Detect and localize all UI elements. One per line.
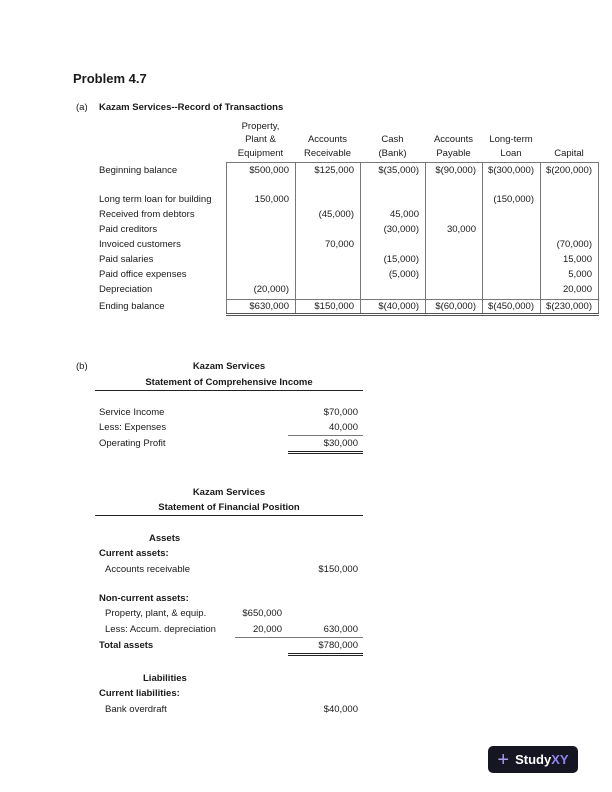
ending-balance-cell: $(450,000)	[488, 301, 534, 312]
transaction-row-label: Paid creditors	[99, 224, 158, 235]
column-header: Plant &	[245, 134, 276, 145]
bank-overdraft-value: $40,000	[323, 704, 358, 715]
column-header: Capital	[554, 147, 584, 159]
transaction-row-cell: (45,000)	[318, 209, 354, 220]
total-assets-value: $780,000	[318, 640, 358, 651]
position-statement-title: Statement of Financial Position	[158, 502, 300, 513]
beginning-balance-cell: $(200,000)	[546, 165, 592, 176]
transaction-row-label: Received from debtors	[99, 209, 195, 220]
ending-balance-cell: $(40,000)	[378, 301, 419, 312]
transaction-row-label: Depreciation	[99, 284, 153, 295]
column-divider	[482, 162, 483, 314]
income-line-value: $30,000	[323, 438, 358, 449]
transaction-row-cell: 15,000	[562, 254, 592, 265]
transaction-row-label: Paid office expenses	[99, 269, 187, 280]
transaction-row-label: Long term loan for building	[99, 194, 212, 205]
column-divider	[425, 162, 426, 314]
non-current-heading: Non-current assets:	[99, 593, 189, 604]
column-header: Cash	[381, 134, 404, 145]
accum-dep-value: 20,000	[252, 624, 282, 635]
income-statement-title: Statement of Comprehensive Income	[145, 377, 313, 388]
subtotal-rule	[288, 435, 363, 436]
subtotal-rule	[235, 637, 363, 638]
transaction-row-cell: 20,000	[562, 284, 592, 295]
column-header: Receivable	[304, 147, 351, 159]
transaction-row-cell: (5,000)	[388, 269, 419, 280]
liabilities-heading: Liabilities	[143, 673, 187, 684]
transaction-row-cell: (15,000)	[383, 254, 419, 265]
column-header: Accounts	[433, 134, 474, 145]
bank-overdraft-label: Bank overdraft	[105, 704, 167, 715]
assets-heading: Assets	[149, 533, 181, 544]
income-line-label: Operating Profit	[99, 438, 166, 449]
transaction-row-label: Paid salaries	[99, 254, 154, 265]
page-title: Problem 4.7	[73, 71, 147, 86]
table-top-rule	[226, 162, 598, 163]
ending-balance-cell: $150,000	[314, 301, 354, 312]
transaction-row-cell: 5,000	[568, 269, 592, 280]
table-bottom-double-rule	[226, 313, 599, 316]
income-line-label: Less: Expenses	[99, 422, 167, 433]
column-header: Payable	[436, 147, 471, 159]
column-header: Loan	[500, 147, 522, 159]
total-double-rule	[288, 653, 363, 656]
transaction-row-cell: (30,000)	[383, 224, 419, 235]
brand-logo: StudyXY	[515, 752, 569, 767]
position-company: Kazam Services	[192, 487, 266, 498]
ending-rule	[226, 299, 598, 300]
transaction-row-cell: (20,000)	[253, 284, 289, 295]
beginning-balance-cell: $(300,000)	[488, 165, 534, 176]
column-header: (Bank)	[378, 147, 407, 159]
transaction-row-cell: 150,000	[254, 194, 289, 205]
transaction-row-cell: 45,000	[389, 209, 419, 220]
total-double-rule	[288, 451, 363, 454]
income-line-value: 40,000	[328, 422, 358, 433]
accum-dep-net: 630,000	[323, 624, 358, 635]
transaction-row-cell: 30,000	[446, 224, 476, 235]
transaction-row-cell: 70,000	[324, 239, 354, 250]
divider	[95, 515, 363, 516]
current-liabilities-heading: Current liabilities:	[99, 688, 180, 699]
column-header: Accounts	[307, 134, 348, 145]
income-line-value: $70,000	[323, 407, 358, 418]
column-divider	[598, 162, 599, 314]
transaction-row-cell: (70,000)	[556, 239, 592, 250]
column-header: Long-term	[489, 134, 533, 145]
accum-dep-label: Less: Accum. depreciation	[105, 624, 216, 635]
current-assets-heading: Current assets:	[99, 548, 169, 559]
column-divider	[295, 162, 296, 314]
part-a-label: (a)	[76, 102, 88, 113]
ending-balance-cell: $(60,000)	[435, 301, 476, 312]
ppe-value: $650,000	[242, 608, 282, 619]
column-header: Property,	[241, 120, 280, 132]
ending-balance-label: Ending balance	[99, 301, 165, 312]
beginning-balance-cell: $500,000	[249, 165, 289, 176]
beginning-balance-label: Beginning balance	[99, 165, 178, 176]
studyxy-badge	[488, 746, 578, 773]
beginning-balance-cell: $125,000	[314, 165, 354, 176]
beginning-balance-cell: $(35,000)	[378, 165, 419, 176]
column-header: Equipment	[237, 147, 284, 159]
ending-balance-cell: $630,000	[249, 301, 289, 312]
income-company: Kazam Services	[192, 361, 266, 372]
column-divider	[360, 162, 361, 314]
transaction-row-cell: (150,000)	[493, 194, 534, 205]
total-assets-label: Total assets	[99, 640, 154, 651]
plus-icon: +	[497, 748, 510, 771]
beginning-balance-cell: $(90,000)	[435, 165, 476, 176]
accounts-receivable-label: Accounts receivable	[105, 564, 191, 575]
accounts-receivable-value: $150,000	[318, 564, 358, 575]
part-a-heading: Kazam Services--Record of Transactions	[99, 102, 284, 113]
part-b-label: (b)	[76, 361, 88, 372]
ending-balance-cell: $(230,000)	[546, 301, 592, 312]
ppe-label: Property, plant, & equip.	[105, 608, 207, 619]
income-line-label: Service Income	[99, 407, 165, 418]
transaction-row-label: Invoiced customers	[99, 239, 181, 250]
divider	[95, 390, 363, 391]
